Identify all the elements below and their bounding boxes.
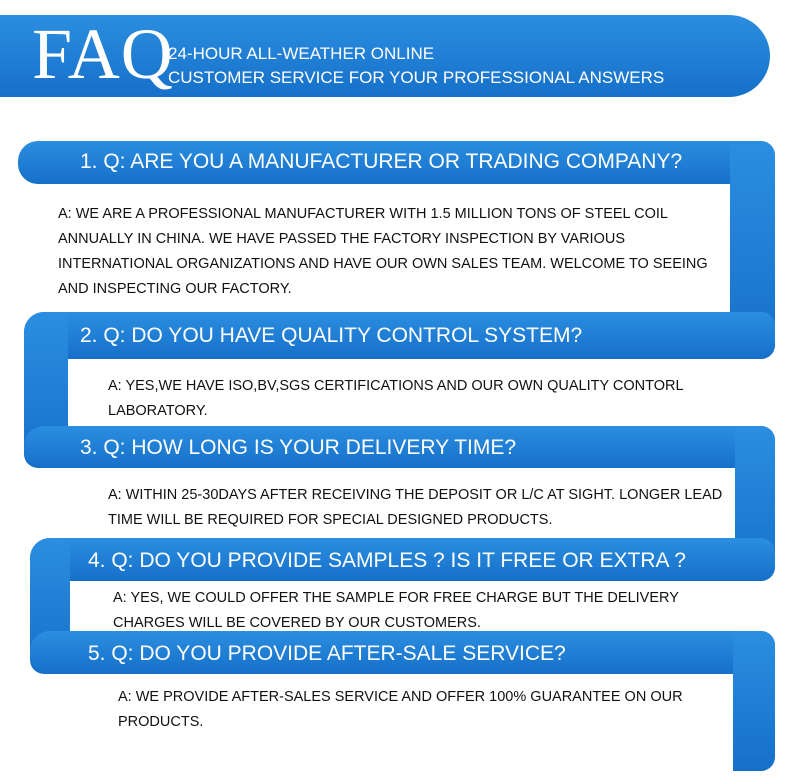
header-subtitle-line2: CUSTOMER SERVICE FOR YOUR PROFESSIONAL ANSWERS [168, 68, 665, 87]
answer-1: A: WE ARE A PROFESSIONAL MANUFACTURER WITH 1.5 MILLION TONS OF STEEL COIL ANNUALLY IN CHINA. WE HAVE PASSED THE FACTORY INSPECTION BY VARIOUS INTERNATIONAL ORGANIZATIONS AND HAVE OUR OWN SALES TEAM. WELCOME TO SEEING AND INSPECTING OUR FACTORY. [58, 206, 708, 297]
question-2: 2. Q: DO YOU HAVE QUALITY CONTROL SYSTEM? [80, 324, 583, 347]
faq-title: FAQ [32, 14, 174, 94]
answer-2: A: YES,WE HAVE ISO,BV,SGS CERTIFICATIONS AND OUR OWN QUALITY CONTORL LABORATORY. [108, 378, 684, 419]
connector-bar-5 [733, 631, 775, 771]
question-3: 3. Q: HOW LONG IS YOUR DELIVERY TIME? [80, 436, 517, 459]
answer-5: A: WE PROVIDE AFTER-SALES SERVICE AND OFFER 100% GUARANTEE ON OUR PRODUCTS. [118, 689, 683, 730]
header-subtitle-line1: 24-HOUR ALL-WEATHER ONLINE [168, 44, 435, 63]
answer-4: A: YES, WE COULD OFFER THE SAMPLE FOR FREE CHARGE BUT THE DELIVERY CHARGES WILL BE COVERED BY OUR CUSTOMERS. [113, 590, 679, 631]
answer-3: A: WITHIN 25-30DAYS AFTER RECEIVING THE DEPOSIT OR L/C AT SIGHT. LONGER LEAD TIME WILL BE REQUIRED FOR SPECIAL DESIGNED PRODUCTS. [108, 487, 723, 528]
question-5: 5. Q: DO YOU PROVIDE AFTER-SALE SERVICE? [88, 642, 566, 665]
question-1: 1. Q: ARE YOU A MANUFACTURER OR TRADING COMPANY? [80, 150, 683, 173]
question-4: 4. Q: DO YOU PROVIDE SAMPLES ? IS IT FREE OR EXTRA ? [88, 549, 686, 572]
